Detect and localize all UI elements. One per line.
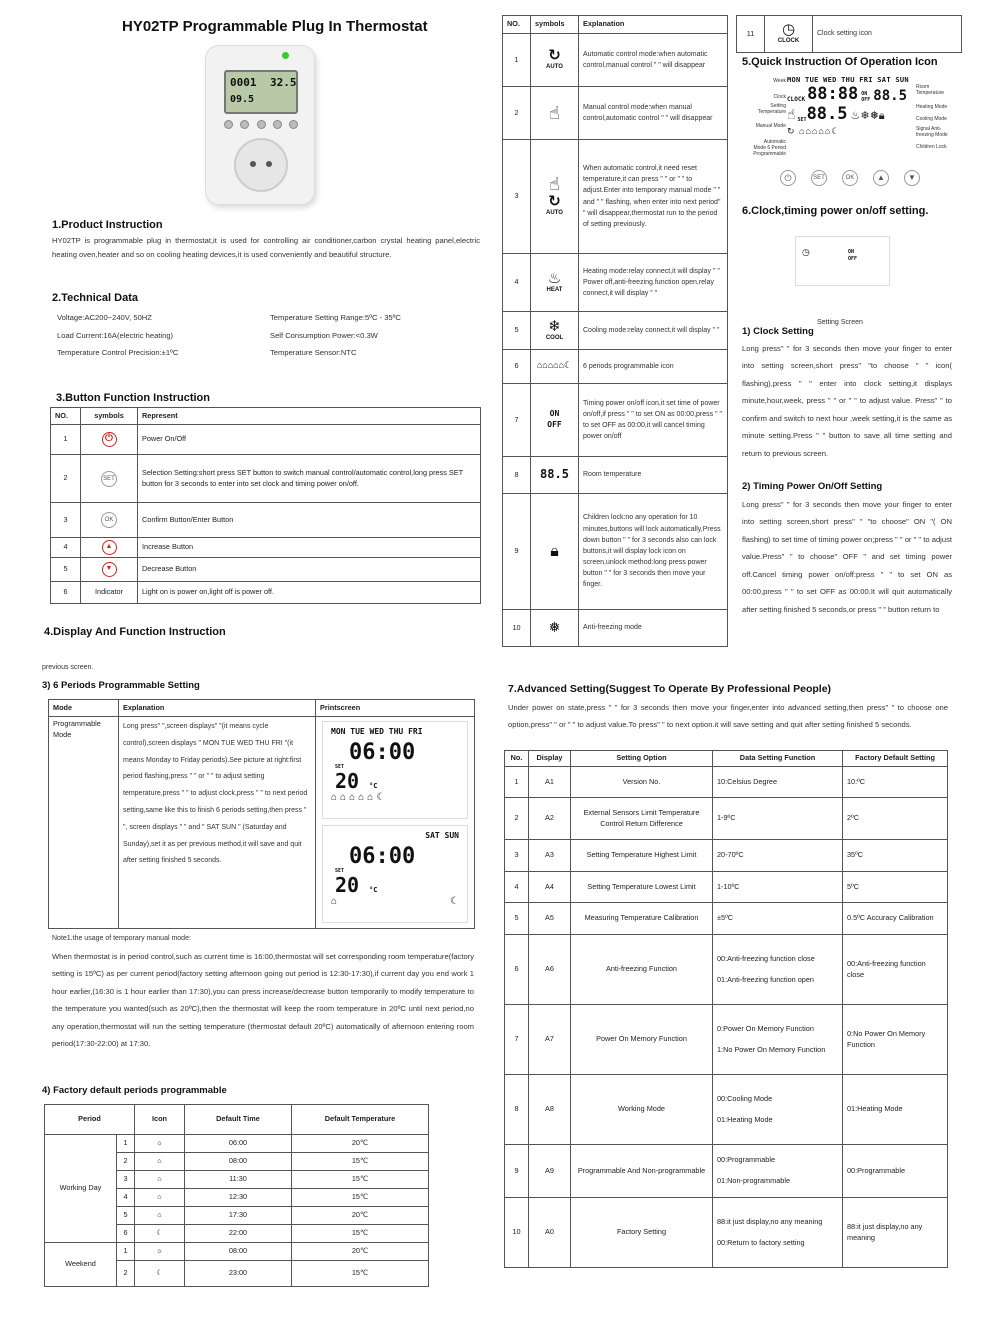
label-auto: Automatic Mode 6 Period Programmable — [753, 139, 786, 157]
socket — [234, 138, 288, 192]
table-row: 9 🔒︎ Children lock:no any operation for 10 minutes,buttons will lock automatically,Press down button " " for 3 seconds also can lock buttons,it will display lock icon on screen,unlock method:long press power button " " for 3 seconds then move your finger. — [503, 494, 728, 610]
wake-icon: ☼ — [156, 1138, 163, 1148]
label-week: Week — [773, 78, 786, 84]
mode-cell: Programmable Mode — [49, 717, 119, 929]
lcd-week: MON TUE WED THU FRI SAT SUN — [787, 76, 909, 84]
table-row: 6 ☾ 22:00 15℃ — [45, 1225, 429, 1243]
six-periods-heading: 3) 6 Periods Programmable Setting — [42, 680, 200, 691]
table-row: 9 A9 Programmable And Non-programmable 00:Programmable 01:Non-programmable 00:Programmable — [505, 1145, 948, 1198]
clock-icon-table — [736, 15, 962, 53]
advanced-setting-heading: 7.Advanced Setting(Suggest To Operate By Professional People) — [508, 683, 832, 695]
lock-icon: 🔒︎ — [550, 542, 559, 560]
table-row: 10 ❅ Anti-freezing mode — [503, 610, 728, 647]
display-function-heading: 4.Display And Function Instruction — [44, 626, 226, 638]
factory-periods-heading: 4) Factory default periods programmable — [42, 1085, 227, 1096]
tech-load: Load Current:16A(electric heating) — [57, 330, 174, 340]
table-row: 7 A7 Power On Memory Function 0:Power On Memory Function 1:No Power On Memory Function 0:No Power On Memory Function — [505, 1005, 948, 1075]
printscreen-weekend: SAT SUN 06:00 SET 20 °C ⌂ ☾ — [322, 825, 468, 923]
col-display: Display — [529, 751, 571, 767]
printscreen-cell — [316, 717, 475, 929]
tech-sensor: Temperature Sensor:NTC — [270, 348, 357, 357]
indicator-light — [282, 52, 289, 59]
tech-temp-range: Temperature Setting Range:5ºC - 35ºC — [270, 313, 401, 322]
col-mode: Mode — [49, 700, 119, 717]
table-row: 8 88.5 Room temperature — [503, 457, 728, 494]
timing-heading: 2) Timing Power On/Off Setting — [742, 481, 883, 492]
label-setting-temp: Setting Temperature — [757, 103, 786, 115]
leave-again-icon: ⌂ — [157, 1192, 162, 1202]
label-heating: Heating Mode — [916, 104, 948, 110]
sleep-icon: ☾ — [156, 1268, 163, 1278]
lcd-period-icons: ↻ ⌂⌂⌂⌂⌂☾ — [787, 126, 841, 136]
timing-text: Long press" " for 3 seconds then move your finger to enter into setting screen,short press" " "to choose" ON "( ON flashing) to set time of timing power on;press " " or " " to adjust value.Press" " to choose" OFF " and set timing power off.Cancel timing power on/off:press " " to set ON as 00:00,press " " to set OFF as 00:00.It will quit automatically after setting finished 5 seconds,or press " " button return to — [742, 500, 952, 614]
return-icon: ⌂ — [157, 1174, 162, 1184]
table-row: 3 OK Confirm Button/Enter Button — [51, 503, 481, 538]
table-row: 6 A6 Anti-freezing Function 00:Anti-freezing function close 01:Anti-freezing function open 00:Anti-freezing function close — [505, 935, 948, 1005]
printscreen-weekday: MON TUE WED THU FRI 06:00 SET 20 °C ⌂⌂⌂⌂⌂☾ — [322, 721, 468, 819]
col-symbols: symbols — [81, 408, 138, 425]
table-row: 11 ◷ CLOCK Clock setting icon — [737, 16, 962, 53]
clock-setting-heading: 1) Clock Setting — [742, 326, 814, 337]
clock-setting-text: Long press" " for 3 seconds then move your finger to enter into setting screen,short press" "to choose " " icon( flashing),press " " enter into clock setting,it displays minute,hour,week, press " " or " " to adjust value. Press" " to confirm and switch to next hour ,week setting,it is the same as minute setting.Press " " button to save all time setting and return to previous screen. — [742, 344, 952, 458]
table-row: 2 ☾ 23:00 15℃ — [45, 1261, 429, 1287]
note-text: When thermostat is in period control,such as current time is 16:00,thermostat will set corresponding room temperature(factory setting is 15ºC) as per current period(factory setting afternoon going out period is 12:30-17:30),if current day you end work 1 hour earlier,(16:30 is 1 hour earlier than 17:30),you can press increase/decrease button temporarily to modify temperature to the temperature you wanted(such as 20ºC),then the thermostat will keep the room temperature in 20ºC until next period,no any operation,thermostat will run the setting temperature (thermostat default 20ºC) automatically of afternoon entering room period(17:30-22:00) at 17:30. — [52, 952, 474, 1049]
table-row: 3 ☝ ↻ AUTO When automatic control,it need reset temperature,it can press " " or " " to adjust.Enter into temporary manual mode " " and " " flashing, when enter into next period" " will disappear,thermostat run to the period of setting previously. — [503, 140, 728, 254]
table-row: 7 ON OFF Timing power on/off icon,it set time of power on/off,if press " " to set ON as 00:00,press " " to set OFF as 00:00,it will cancel timing power on/off — [503, 384, 728, 457]
previous-screen-text: previous screen. — [42, 664, 94, 671]
manual-hand-icon: ☝ — [549, 174, 560, 195]
six-periods-table — [48, 699, 475, 929]
table-row: 1 A1 Version No. 10:Celsius Degree 10:ºC — [505, 767, 948, 798]
heat-flame-icon: ♨ HEAT — [546, 269, 563, 293]
button-function-table — [50, 407, 481, 604]
table-row: 10 A0 Factory Setting 88:it just display,no any meaning 00:Return to factory setting 88:it just display,no any meaning — [505, 1198, 948, 1268]
col-default: Factory Default Setting — [843, 751, 948, 767]
lcd-room-temp: 88.5 — [873, 88, 907, 104]
setting-off: OFF — [848, 255, 858, 262]
table-row: 4 A4 Setting Temperature Lowest Limit 1-10ºC 5ºC — [505, 872, 948, 903]
lcd-mode-icons: ♨❄❅🔒︎ — [850, 110, 885, 122]
product-instruction-heading: 1.Product Instruction — [52, 219, 163, 231]
auto-mode-icon: ↻ AUTO — [546, 192, 563, 216]
label-room-temp: Room Temperature — [916, 84, 945, 96]
power-button-icon: ⏻ — [780, 170, 796, 186]
manual-hand-icon: ☝ — [549, 102, 560, 123]
home-icon: ⌂ — [157, 1210, 162, 1220]
lcd-on: ON — [861, 91, 868, 97]
label-clock: Clock — [773, 94, 786, 100]
device-buttons — [224, 120, 298, 129]
table-row: 4 ♨ HEAT Heating mode:relay connect,it will display " " Power off,anti-freezing function open,relay connect,it will display " " — [503, 254, 728, 312]
device-lcd-temp: 32.5 — [270, 76, 297, 89]
col-no: NO. — [503, 16, 531, 34]
lcd-off: OFF — [861, 97, 871, 103]
col-explanation: Explanation — [579, 16, 728, 34]
period-icons: ⌂⌂⌂⌂⌂☾ — [331, 791, 389, 803]
table-row: 3 ⌂ 11:30 15℃ — [45, 1171, 429, 1189]
advanced-setting-intro: Under power on state,press " " for 3 seconds then move your finger,enter into advanced setting,then press" " to choose one option,press" " or " " to adjust value.To press" " to next option.it will save setting and quit after setting finished 5 seconds. — [508, 703, 948, 729]
leave-icon: ⌂ — [157, 1156, 162, 1166]
setting-clock-icon: ◷ — [802, 247, 810, 257]
button-function-heading: 3.Button Function Instruction — [56, 392, 210, 404]
table-row: 2 ☝ Manual control mode:when manual control,automatic control " " will disappear — [503, 87, 728, 140]
table-row: 3 A3 Setting Temperature Highest Limit 20-70ºC 35ºC — [505, 840, 948, 872]
table-row: 1 ⏻ Power On/Off — [51, 425, 481, 455]
col-period: Period — [45, 1105, 135, 1135]
table-row: 2 A2 External Sensors Limit Temperature Control Return Difference 1-9ºC 2ºC — [505, 798, 948, 840]
table-row: Working Day 1 ☼ 06:00 20℃ — [45, 1135, 429, 1153]
wake-icon: ☼ — [156, 1246, 163, 1256]
device-lcd-set: 09.5 — [230, 94, 255, 105]
lcd-hand-icon: ☝ — [787, 106, 796, 122]
factory-periods-table — [44, 1104, 429, 1287]
lcd-diagram — [750, 74, 950, 194]
lcd-set-temp: 88.5 — [806, 104, 848, 124]
col-icon: Icon — [135, 1105, 185, 1135]
lcd-set-label: SET — [797, 117, 807, 123]
table-row: 4 ▲ Increase Button — [51, 538, 481, 558]
explanation-cell: Long press" ",screen displays" "(it means cycle control),screen displays " MON TUE WED THU FRI "(it means Monday to Friday periods).See picture at right:first period flashing,press " " or " " to adjust setting temperature,press " " to adjust clock,press " " to next period setting,same like this to finish 6 periods setting,then press " ", screen displays " " and " SAT SUN " (Saturday and Sunday),set it as per previous method,it will save and quit after setting finished 5 seconds. — [119, 717, 316, 929]
label-cooling: Cooling Mode — [916, 116, 947, 122]
ok-icon: OK — [101, 512, 117, 528]
quick-instruction-heading: 5.Quick Instruction Of Operation Icon — [742, 56, 938, 68]
setting-screen — [795, 236, 890, 286]
sleep-icon: ☾ — [156, 1228, 163, 1238]
clock-timing-heading: 6.Clock,timing power on/off setting. — [742, 205, 929, 217]
tech-voltage: Voltage:AC200~240V, 50HZ — [57, 313, 152, 322]
cool-snowflake-icon: ❄ COOL — [545, 317, 564, 341]
col-time: Default Time — [185, 1105, 292, 1135]
product-instruction-text: HY02TP is programmable plug in thermostat,it is used for controlling air conditioner,carbon crystal heating panel,electric heating oven,heater and so on cooling heating devices,it is used conveniently and beautiful structure. — [52, 236, 480, 260]
tech-precision: Temperature Control Precision:±1ºC — [57, 348, 179, 357]
table-row: 5 ⌂ 17:30 20℃ — [45, 1207, 429, 1225]
col-symbols: symbols — [531, 16, 579, 34]
technical-data — [57, 309, 477, 362]
table-row: 5 A5 Measuring Temperature Calibration ±5ºC 0.5ºC Accuracy Calibration — [505, 903, 948, 935]
thermostat-device — [205, 45, 315, 205]
table-row: 5 ▼ Decrease Button — [51, 558, 481, 582]
col-no: No. — [505, 751, 529, 767]
lcd-clock-label: CLOCK — [787, 96, 806, 103]
device-lcd — [224, 70, 298, 114]
device-lcd-time: 0001 — [230, 76, 257, 89]
clock-icon: ◷ CLOCK — [777, 21, 800, 45]
col-function: Data Setting Function — [713, 751, 843, 767]
auto-mode-icon: ↻ AUTO — [546, 47, 563, 71]
display-symbols-table — [502, 15, 728, 647]
setting-on: ON — [848, 249, 855, 255]
table-row: 4 ⌂ 12:30 15℃ — [45, 1189, 429, 1207]
col-no: NO. — [51, 408, 81, 425]
label-manual: Manual Mode — [755, 123, 786, 129]
up-arrow-icon: ▲ — [102, 540, 117, 555]
col-represent: Represent — [138, 408, 481, 425]
anti-freezing-icon: ❅ — [548, 619, 561, 636]
col-printscreen: Printscreen — [316, 700, 475, 717]
down-arrow-icon: ▼ — [102, 562, 117, 577]
lcd-time: 88:88 — [807, 84, 859, 104]
up-button-icon: ▲ — [873, 170, 889, 186]
col-explanation: Explanation — [119, 700, 316, 717]
table-row: 8 A8 Working Mode 00:Cooling Mode 01:Heating Mode 01:Heating Mode — [505, 1075, 948, 1145]
col-temperature: Default Temperature — [292, 1105, 429, 1135]
set-icon: SET — [101, 471, 117, 487]
label-anti-freezing: Signal Anti-freezing Mode — [916, 126, 948, 138]
down-button-icon: ▼ — [904, 170, 920, 186]
note-title: Note1.the usage of temporary manual mode: — [52, 935, 191, 942]
table-row: 2 ⌂ 08:00 15℃ — [45, 1153, 429, 1171]
ok-button-icon: OK — [842, 170, 858, 186]
page-title: HY02TP Programmable Plug In Thermostat — [122, 18, 428, 35]
table-row: 2 SET Selection Setting:short press SET button to switch manual control/automatic control,long press SET button for 3 seconds to enter into set clock and timing power on/off. — [51, 455, 481, 503]
col-option: Setting Option — [571, 751, 713, 767]
periods-icon: ⌂⌂⌂⌂⌂☾ — [536, 360, 573, 371]
weekend-icons: ⌂ ☾ — [331, 895, 459, 907]
power-icon: ⏻ — [102, 432, 117, 447]
table-row — [49, 717, 475, 929]
room-temp-icon: 88.5 — [540, 467, 569, 482]
table-row: 6 ⌂⌂⌂⌂⌂☾ 6 periods programmable icon — [503, 350, 728, 384]
table-row: Weekend 1 ☼ 08:00 20℃ — [45, 1243, 429, 1261]
label-children-lock: Children Lock — [916, 144, 947, 150]
technical-data-heading: 2.Technical Data — [52, 292, 138, 304]
set-button-icon: SET — [811, 170, 827, 186]
advanced-setting-table — [504, 750, 948, 1268]
table-row: 6 Indicator Light on is power on,light off is power off. — [51, 582, 481, 604]
tech-consumption: Self Consumption Power:<0.3W — [270, 330, 378, 340]
table-row: 1 ↻ AUTO Automatic control mode:when automatic control,manual control " " will disappear — [503, 34, 728, 87]
on-off-icon: ON OFF — [547, 409, 562, 429]
setting-screen-label: Setting Screen — [817, 319, 863, 326]
table-row: 5 ❄ COOL Cooling mode:relay connect,it will display " " — [503, 312, 728, 350]
